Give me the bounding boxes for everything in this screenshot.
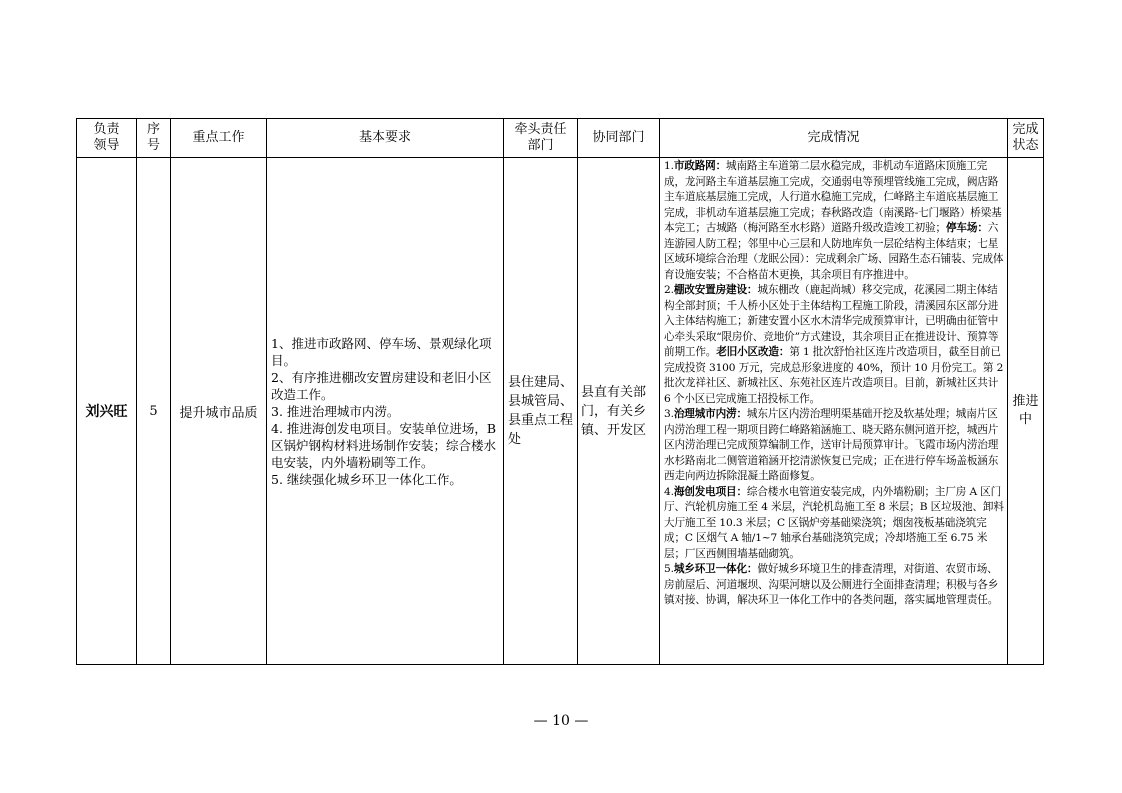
requirement-item: 5. 继续强化城乡环卫一体化工作。: [271, 471, 462, 487]
page-number: — 10 —: [533, 713, 589, 729]
header-seq: 序 号: [137, 119, 171, 158]
header-requirements: 基本要求: [267, 119, 504, 158]
progress-item-waterlogging: 3.治理城市内涝：城东片区内涝治理明渠基础开挖及软基处理；城南片区内涝治理工程一期项目跨仁峰路箱涵施工、晓天路东侧河道开挖，城西片区内涝治理已完成预算编制工作，送审计局预算审计。飞霞市场内涝治理 水杉路南北二侧管道箱涵开挖清淤恢复已完成；正在进行停车场盖板涵东西走向两边拆除混凝土路面修复。: [664, 408, 999, 482]
requirement-item: 1、推进市政路网、停车场、景观绿化项目。: [271, 335, 492, 368]
requirement-item: 2、有序推进棚改安置房建设和老旧小区改造工作。: [271, 369, 492, 402]
table-header-row: [77, 119, 1044, 158]
status-cell: 推进中: [1008, 158, 1044, 665]
progress-item-resettlement: 2.棚改安置房建设：城东棚改（鹿起尚城）移交完成，花溪园二期主体结构全部封顶；千人桥小区处于主体结构工程施工阶段，清溪园东区部分进入主体结构施工；新建安置小区水木清华完成预算审计，已明确由征管中心牵头采取“限房价、竞地价”方式建设，其余项目正在推进设计、预算等前期工作。老旧小区改造：第 1 批次舒怡社区连片改造项目，截至目前已完成投资 3100 万元，完成总形象进度的 40%，预计 10 月份完工。第 2 批次龙祥社区、新城社区、东苑社区连片改造项目。目前，新城社区共计 6 个小区已完成施工招投标工作。: [664, 284, 1004, 405]
leader-cell: 刘兴旺: [77, 158, 137, 665]
header-coop-dept: 协同部门: [578, 119, 660, 158]
header-lead-dept: 牵头责任 部门: [504, 119, 578, 158]
progress-cell: [660, 158, 1008, 665]
header-leader: 负责 领导: [77, 119, 137, 158]
requirement-item: 4. 推进海创发电项目。安装单位进场，B 区锅炉钢构材料进场制作安装；综合楼水电安装，内外墙粉刷等工作。: [271, 420, 497, 470]
progress-item-power-plant: 4.海创发电项目：综合楼水电管道安装完成，内外墙粉刷；主厂房 A 区门厅、汽轮机房施工至 4 米层，汽轮机岛施工至 8 米层；B 区垃圾池、卸料大厅施工至 10.3 米层；C 区锅炉旁基础梁浇筑；烟囱筏板基础浇筑完成；C 区烟气 A 轴/1~7 轴承台基础浇筑完成；冷却塔施工至 6.75 米层；厂区西侧围墙基础砌筑。: [664, 485, 1004, 560]
work-progress-table: [76, 118, 1044, 665]
seq-cell: 5: [137, 158, 171, 665]
requirements-cell: [267, 158, 504, 665]
lead-dept-cell: 县住建局、县城管局、县重点工程处: [504, 158, 578, 665]
progress-item-road-network: 1.市政路网：城南路主车道第二层水稳完成，非机动车道路床顶施工完成，龙河路主车道基层施工完成，交通弱电等预埋管线施工完成，阙店路主车道底基层施工完成，人行道水稳施工完成，仁峰路主车道底基层施工完成，非机动车道基层施工完成；春秋路改造（南溪路-七门堰路）桥梁基本完工；古城路（梅河路至水杉路）道路升级改造竣工初验；停车场：六连游园人防工程；邻里中心三层和人防地库负一层砼结构主体结束；七星区域环境综合治理（龙眠公园）：完成剩余广场、园路生态石铺装、完成体育设施安装；不合格苗木更换，其余项目有序推进中。: [664, 160, 1004, 281]
coop-dept-cell: 县直有关部门，有关乡镇、开发区: [578, 158, 660, 665]
task-cell: 提升城市品质: [171, 158, 267, 665]
header-status: 完成 状态: [1008, 119, 1044, 158]
header-task: 重点工作: [171, 119, 267, 158]
table-row: [77, 158, 1044, 665]
header-progress: 完成情况: [660, 119, 1008, 158]
progress-item-sanitation: 5.城乡环卫一体化：做好城乡环境卫生的排查清理，对街道、农贸市场、房前屋后、河道堰坝、沟渠河塘以及公厕进行全面排查清理；积极与各乡镇对接、协调，解决环卫一体化工作中的各类问题，落实属地管理责任。: [664, 563, 999, 606]
requirement-item: 3. 推进治理城市内涝。: [271, 403, 400, 419]
